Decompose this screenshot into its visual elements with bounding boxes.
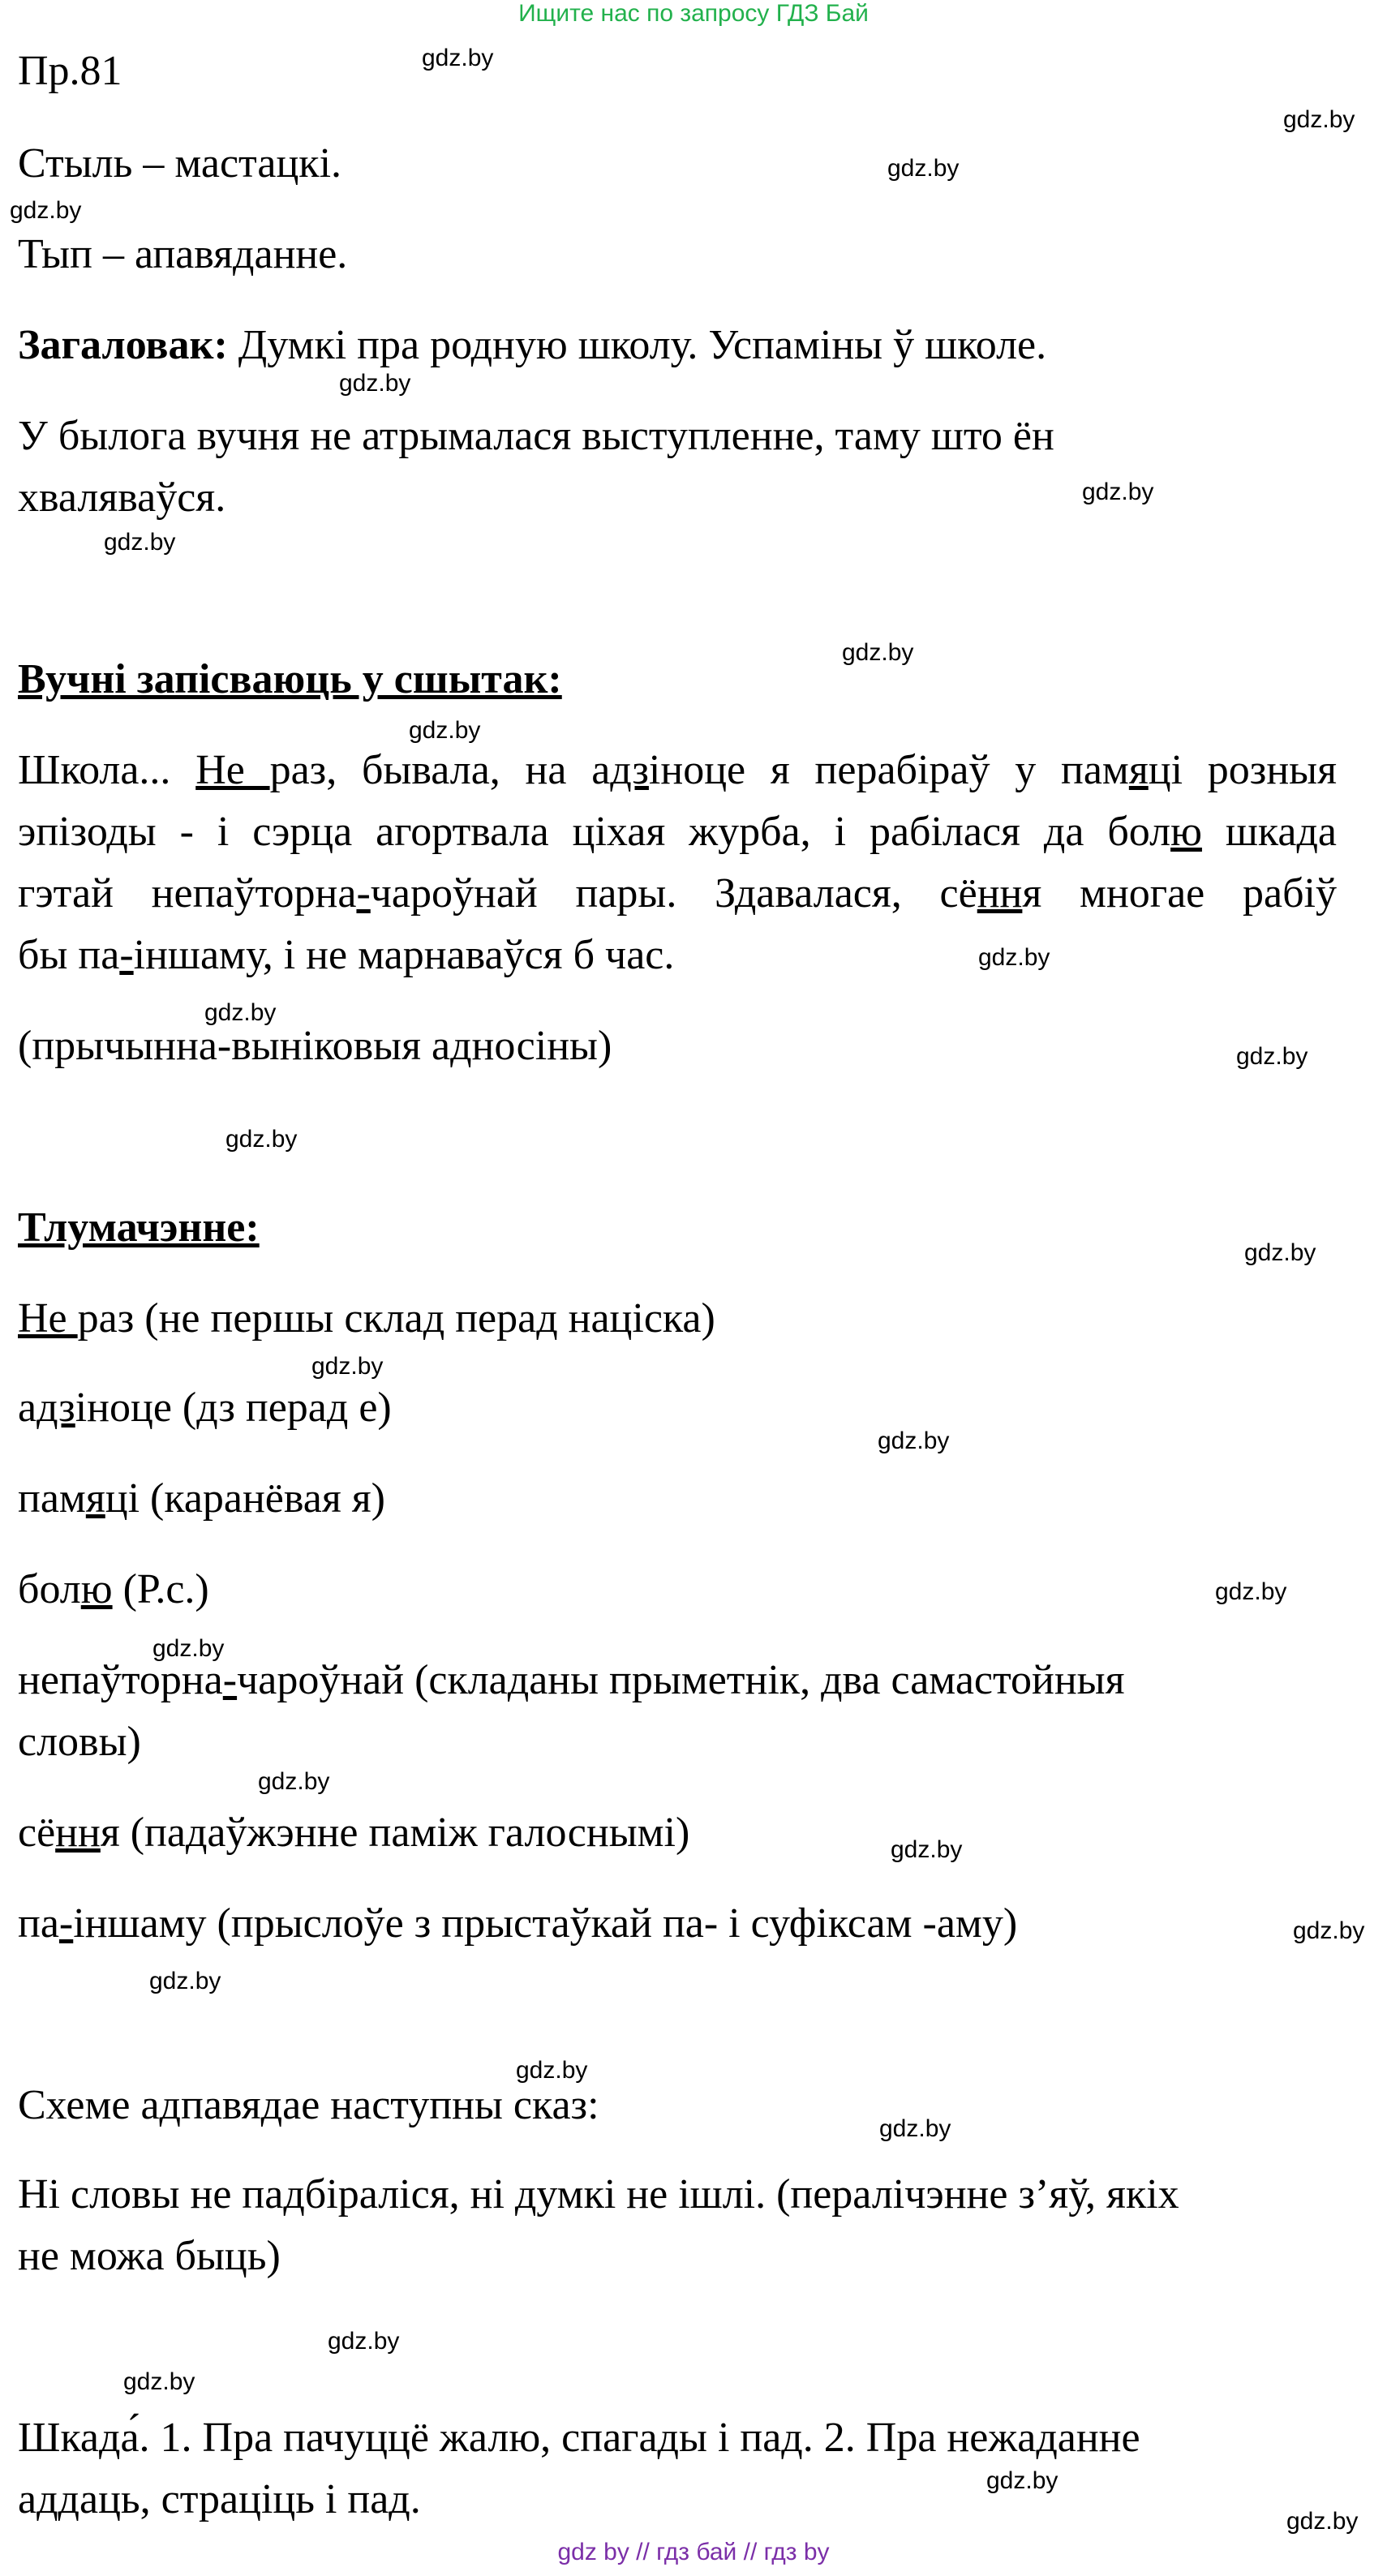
explanation-item-4: болю (Р.с.) [18,1566,209,1612]
watermark: gdz.by [879,2115,951,2142]
watermark: gdz.by [1293,1917,1365,1944]
explanation-item-5: непаўторна-чароўнай (складаны прыметнік, два самастойныя [18,1657,1125,1703]
watermark: gdz.by [1215,1578,1287,1605]
explanation-item-1: Не раз (не першы склад перад націска) [18,1295,715,1342]
watermark: gdz.by [986,2467,1058,2494]
exercise-title: Пр.81 [18,48,122,94]
style-line: Стыль – мастацкі. [18,140,342,187]
definition-line-2: аддаць, страціць і пад. [18,2476,421,2522]
underline-mark: я [1128,747,1149,793]
underline-mark: дз [36,1385,75,1431]
watermark: gdz.by [123,2368,195,2395]
sentence-line-1: Ні словы не падбіраліся, ні думкі не ішлі. (пералічэнне з’яў, якіх [18,2171,1179,2218]
heading-line [18,321,1046,370]
underline-mark: дз [610,747,649,793]
watermark: gdz.by [10,197,82,224]
underline-mark: Не [18,1295,78,1342]
watermark: gdz.by [978,944,1050,971]
explanation-item-5-cont: словы) [18,1719,141,1765]
underline-mark: Не [195,747,270,793]
type-line: Тып – апавяданне. [18,231,348,277]
watermark: gdz.by [1236,1043,1308,1070]
watermark: gdz.by [328,2328,400,2355]
watermark: gdz.by [422,45,494,71]
watermark: gdz.by [339,370,411,397]
watermark: gdz.by [149,1968,221,1994]
watermark: gdz.by [409,717,481,744]
scheme-line: Схеме адпавядае наступны сказ: [18,2082,599,2128]
watermark: gdz.by [516,2057,588,2084]
note-line-2: хваляваўся. [18,474,226,521]
paragraph-line-2: эпізоды - і сэрца агортвала ціхая журба, і рабілася да болю шкада [18,809,1337,855]
underline-mark: нн [977,870,1023,917]
watermark: gdz.by [225,1126,298,1153]
sentence-line-2: не можа быць) [18,2233,281,2279]
watermark: gdz.by [104,529,176,556]
underline-mark: - [222,1657,238,1703]
watermark: gdz.by [842,639,914,666]
notebook-title: Вучні запісваюць у сшытак: [18,656,562,702]
watermark: gdz.by [887,155,960,182]
underline-mark: нн [55,1810,101,1856]
underline-mark: я [85,1475,105,1522]
underline-mark: - [119,932,134,978]
watermark: gdz.by [311,1353,384,1380]
paragraph-line-4: бы па-іншаму, і не марнаваўся б час. [18,932,675,978]
heading-label: Загаловак: [18,322,228,368]
paragraph-line-1: Школа... Не раз, бывала, на адзіноце я перабіраў у памяці розныя [18,747,1338,793]
explanation-title: Тлумачэнне: [18,1204,260,1251]
heading-text: Думкі пра родную школу. Успаміны ў школе. [227,322,1047,368]
explanation-item-3: памяці (каранёвая я) [18,1475,385,1522]
watermark: gdz.by [1286,2508,1359,2535]
explanation-item-6: сёння (падаўжэнне паміж галоснымі) [18,1810,690,1856]
explanation-item-7: па-іншаму (прыслоўе з прыстаўкай па- і суфіксам -аму) [18,1900,1018,1947]
watermark: gdz.by [891,1836,963,1863]
relation-note: (прычынна-выніковыя адносіны) [18,1023,612,1069]
explanation-item-2: адзіноце (дз перад е) [18,1385,392,1431]
watermark: gdz.by [878,1428,950,1454]
watermark: gdz.by [1283,106,1355,133]
paragraph-line-3: гэтай непаўторна-чароўнай пары. Здавалася, сёння многае рабіў [18,870,1337,917]
definition-line-1: Шкада́. 1. Пра пачуццё жалю, спагады і пад. 2. Пра нежаданне [18,2415,1140,2461]
underline-mark: - [356,870,371,917]
watermark: gdz.by [1082,479,1154,505]
watermark: gdz.by [258,1768,330,1795]
footer-banner[interactable]: gdz by // гдз бай // гдз by [557,2539,830,2565]
underline-mark: ю [80,1566,113,1612]
header-banner[interactable]: Ищите нас по запросу ГДЗ Бай [518,0,869,27]
watermark: gdz.by [204,999,277,1026]
watermark: gdz.by [152,1635,225,1662]
watermark: gdz.by [1244,1239,1316,1266]
underline-mark: ю [1170,809,1202,855]
note-line-1: У былога вучня не атрымалася выступленне, таму што ён [18,413,1054,459]
underline-mark: - [58,1900,74,1947]
